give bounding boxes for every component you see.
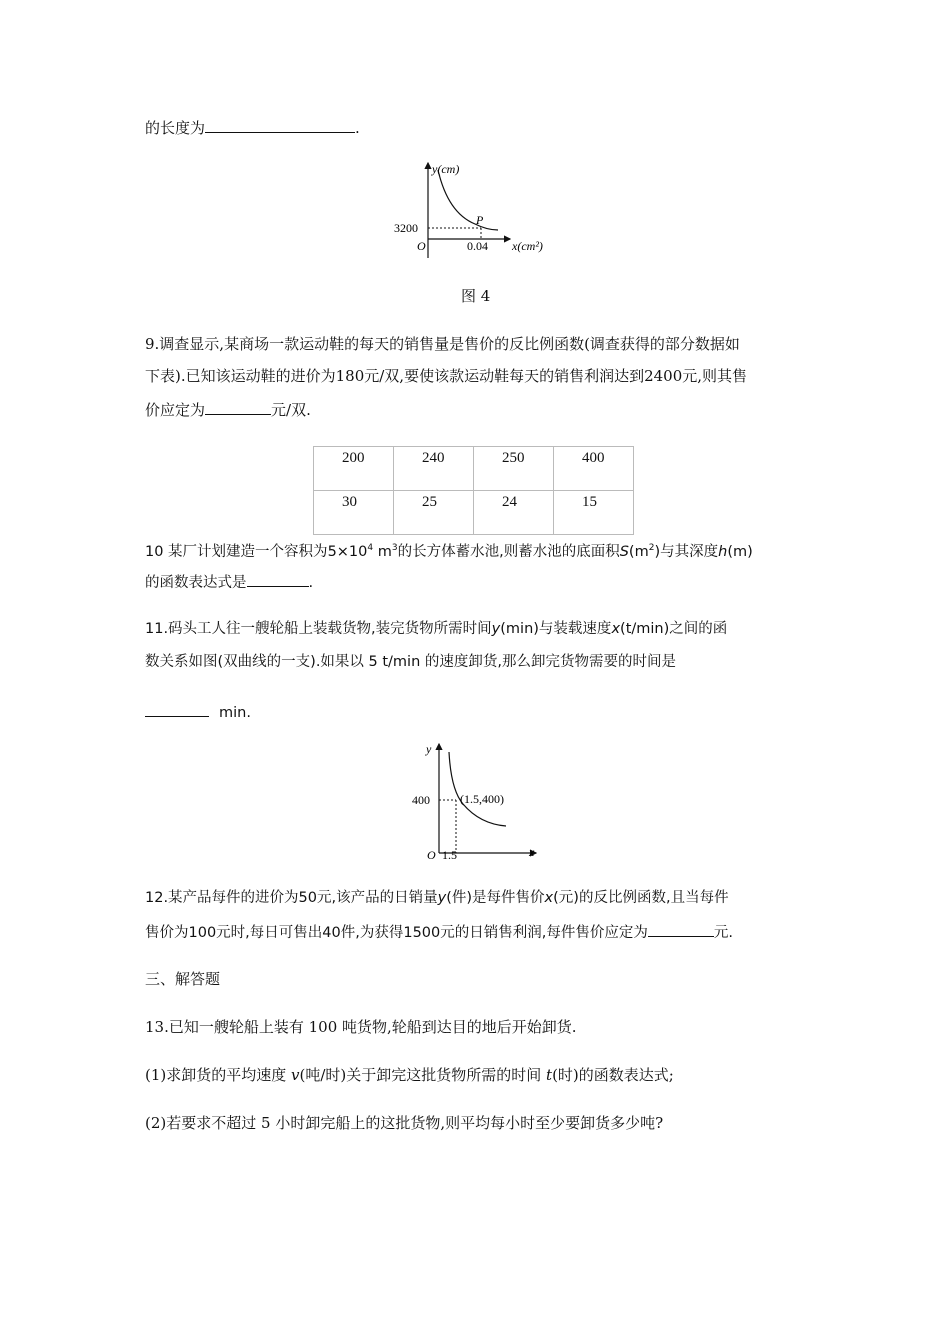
q11-unit: min. [219,705,251,721]
q9-line-2: 下表).已知该运动鞋的进价为180元/双,要使该款运动鞋每天的销售利润达到2400元,则其售 [145,367,748,385]
figure-4-x-label: x(cm²) [512,239,543,253]
q11-line-1 [145,618,727,640]
figure-4-x-value: 0.04 [467,239,488,253]
table-cell: 30 [314,491,394,535]
q12-line-1 [145,887,729,909]
figure-4-caption: 图 4 [461,287,491,305]
table-cell: 15 [554,491,634,535]
q12-text-a: 12.某产品每件的进价为50元,该产品的日销量 [145,890,438,906]
q10-volume-unit-exp: 3 [391,543,398,553]
q10-line-1 [145,537,753,563]
table-row [314,447,634,491]
figure-4-origin: O [417,239,426,253]
q13-stem: 13.已知一艘轮船上装有 100 吨货物,轮船到达目的地后开始卸货. [145,1018,577,1036]
q13-var-t: t [546,1066,553,1084]
table-cell: 240 [394,447,474,491]
figure-11-y-label: y [426,742,432,756]
table-cell: 400 [554,447,634,491]
q8-text: 的长度为 [145,119,206,137]
figure-11-y-value: 400 [412,793,430,807]
figure-4-curve [438,170,498,230]
q10-text-c: )与其深度 [654,543,719,560]
figure-4-y-value: 3200 [394,221,418,235]
q12-text-b: (件)是每件售价 [446,890,545,906]
q12-line-2 [145,920,733,944]
q13-var-v: v [291,1066,300,1084]
q9-line-1: 9.调查显示,某商场一款运动鞋的每天的销售量是售价的反比例函数(调查获得的部分数据如 [145,335,740,353]
figure-11-x-label: x [529,845,535,859]
q10-text-b: 的长方体蓄水池,则蓄水池的底面积 [397,543,620,560]
table-cell: 25 [394,491,474,535]
table-cell: 250 [474,447,554,491]
q10-volume-base: 5×10 [327,543,368,560]
q10-volume-exp: 4 [367,543,374,553]
figure-4-point-label: P [476,213,484,227]
q12-var-x: x [544,890,554,906]
q12-line-2-after: 元. [713,925,733,941]
q10-area-unit: (m [628,543,649,560]
q13-part-1-a: (1)求卸货的平均速度 [145,1066,292,1084]
q12-line-2-before: 售价为100元时,每日可售出40件,为获得1500元的日销售利润,每件售价应定为 [145,925,648,941]
q11-line-3 [145,700,251,724]
q9-line-3-before: 价应定为 [145,401,206,419]
figure-11-graph [408,740,548,865]
q12-answer-blank [648,920,714,937]
figure-11-x-value: 1.5 [442,848,457,862]
q10-text-a: 10 某厂计划建造一个容积为 [145,543,328,560]
figure-4-y-label: y(cm) [432,162,460,176]
q11-text-c: (t/min)之间的函 [620,621,728,637]
q8-answer-blank [205,116,355,133]
q10-text-d: (m) [727,543,753,560]
q12-var-y: y [437,890,447,906]
q11-var-x: x [611,621,621,637]
table-cell: 24 [474,491,554,535]
q11-text-b: (min)与装载速度 [500,621,612,637]
q8-tail-line [145,116,360,139]
q9-line-3-after: 元/双. [271,401,311,419]
q11-line-2: 数关系如图(双曲线的一支).如果以 5 t/min 的速度卸货,那么卸完货物需要的时间是 [145,654,676,670]
q13-part-2: (2)若要求不超过 5 小时卸完船上的这批货物,则平均每小时至少要卸货多少吨? [145,1114,664,1132]
table-cell: 200 [314,447,394,491]
figure-11-curve [449,752,506,826]
q10-answer-blank [247,570,309,587]
figure-4-graph [390,158,570,263]
q9-line-3 [145,398,311,421]
q13-part-1-b: (吨/时)关于卸完这批货物所需的时间 [299,1066,547,1084]
section-3-title: 三、解答题 [145,970,221,988]
q11-answer-blank [145,700,209,717]
q9-answer-blank [205,398,271,415]
q11-var-y: y [491,621,501,637]
q10-line-2-after: . [308,575,314,591]
q13-part-1-c: (时)的函数表达式; [552,1066,674,1084]
figure-11-origin: O [427,848,436,862]
q10-volume-unit: m [373,543,392,560]
q10-line-2-before: 的函数表达式是 [145,575,247,591]
q10-line-2 [145,570,313,594]
q11-text-a: 11.码头工人往一艘轮船上装载货物,装完货物所需时间 [145,621,492,637]
q13-part-1 [145,1064,674,1086]
q8-end: . [355,119,360,137]
q12-text-c: (元)的反比例函数,且当每件 [553,890,729,906]
figure-11-point-label: (1.5,400) [460,792,504,806]
q10-area-exp: 2 [648,543,655,553]
q9-data-table [313,446,634,535]
q10-var-s: S [619,543,629,560]
q10-var-h: h [718,543,728,560]
table-row [314,491,634,535]
